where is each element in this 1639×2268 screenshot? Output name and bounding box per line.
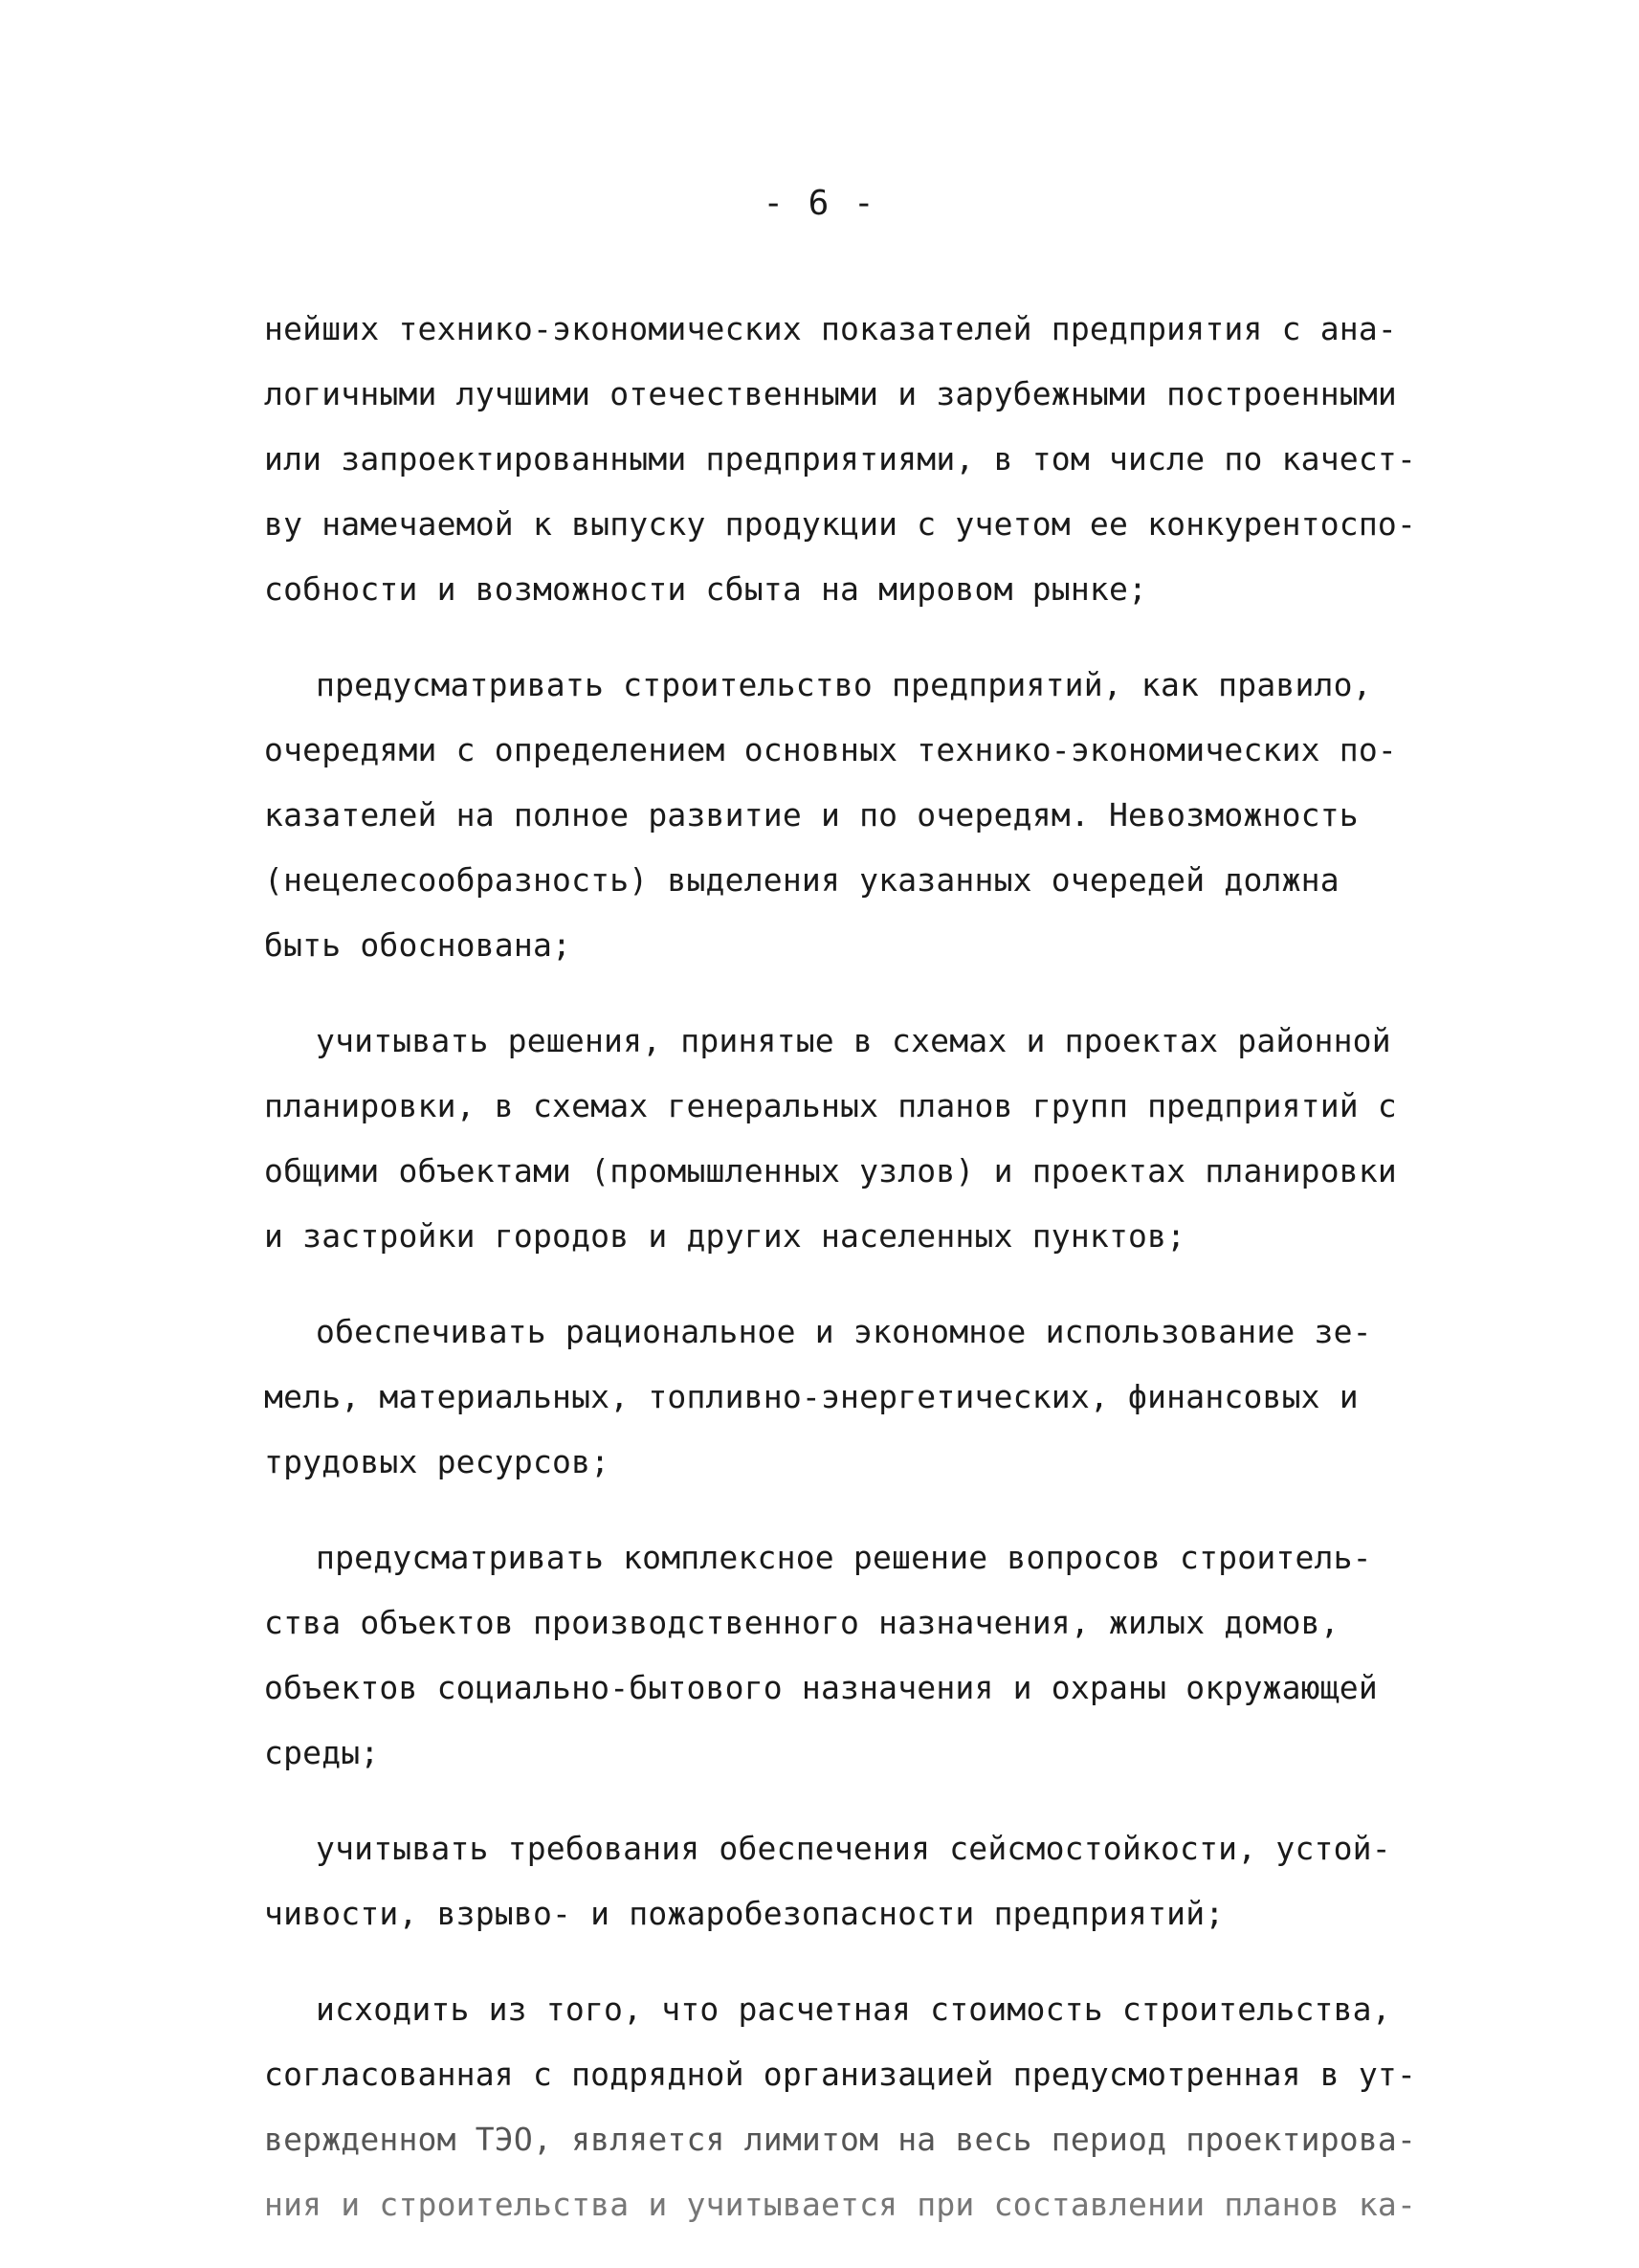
text-line: нейших технико-экономических показателей предприятия с ана- bbox=[264, 310, 1397, 347]
text-line: трудовых ресурсов; bbox=[264, 1443, 610, 1480]
paragraph-4 bbox=[264, 1300, 1374, 1495]
text-line: логичными лучшими отечественными и зарубежными построенными bbox=[264, 375, 1397, 412]
paragraph-1 bbox=[264, 297, 1417, 622]
page-number: - 6 - bbox=[763, 184, 876, 223]
text-line: планировки, в схемах генеральных планов групп предприятий с bbox=[264, 1087, 1397, 1124]
text-line: предусматривать строительство предприятий, как правило, bbox=[316, 666, 1372, 703]
text-line: быть обоснована; bbox=[264, 926, 572, 964]
text-line: согласованная с подрядной организацией предусмотренная в ут- bbox=[264, 2056, 1417, 2093]
text-line: и застройки городов и других населенных пунктов; bbox=[264, 1217, 1186, 1255]
text-line: собности и возможности сбыта на мировом рынке; bbox=[264, 570, 1148, 608]
text-line: учитывать решения, принятые в схемах и проектах районной bbox=[316, 1022, 1391, 1059]
text-line: объектов социально-бытового назначения и охраны окружающей bbox=[264, 1669, 1378, 1706]
text-line: вержденном ТЭО, является лимитом на весь период проектирова- bbox=[264, 2121, 1417, 2158]
text-line: ву намечаемой к выпуску продукции с учетом ее конкурентоспо- bbox=[264, 505, 1417, 543]
paragraph-5 bbox=[264, 1525, 1378, 1786]
paragraph-3 bbox=[264, 1009, 1397, 1269]
text-line: или запроектированными предприятиями, в том числе по качест- bbox=[264, 440, 1417, 478]
paragraph-7 bbox=[264, 1977, 1417, 2237]
text-line: мель, материальных, топливно-энергетических, финансовых и bbox=[264, 1378, 1359, 1415]
text-line: чивости, взрыво- и пожаробезопасности предприятий; bbox=[264, 1895, 1225, 1932]
document-body bbox=[264, 297, 1417, 2268]
paragraph-6 bbox=[264, 1816, 1391, 1946]
text-line: ства объектов производственного назначения, жилых домов, bbox=[264, 1604, 1340, 1641]
text-line: казателей на полное развитие и по очередям. Невозможность bbox=[264, 796, 1359, 834]
text-line: исходить из того, что расчетная стоимость строительства, bbox=[316, 1990, 1391, 2028]
text-line: предусматривать комплексное решение вопросов строитель- bbox=[316, 1539, 1372, 1576]
text-line: учитывать требования обеспечения сейсмостойкости, устой- bbox=[316, 1830, 1391, 1867]
paragraph-2 bbox=[264, 653, 1397, 978]
text-line: (нецелесообразность) выделения указанных очередей должна bbox=[264, 861, 1340, 899]
text-line: очередями с определением основных технико-экономических по- bbox=[264, 731, 1397, 768]
text-line: среды; bbox=[264, 1734, 380, 1771]
text-line: общими объектами (промышленных узлов) и проектах планировки bbox=[264, 1152, 1397, 1190]
text-line: обеспечивать рациональное и экономное использование зе- bbox=[316, 1313, 1372, 1350]
text-line: ния и строительства и учитывается при составлении планов ка- bbox=[264, 2186, 1417, 2223]
